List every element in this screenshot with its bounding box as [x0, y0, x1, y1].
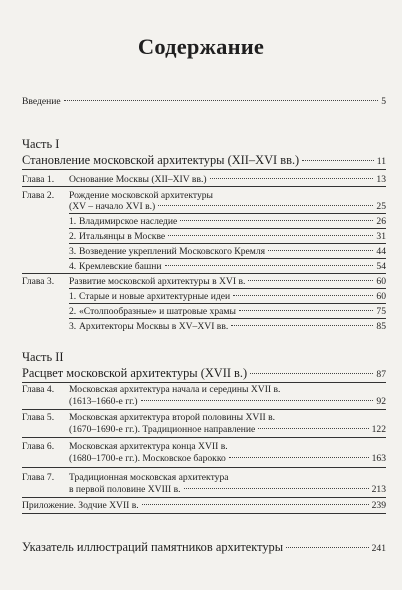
toc-page-number: 75: [376, 306, 386, 317]
chapter-title: Развитие московской архитектуры в XVI в.: [69, 276, 246, 287]
chapter-title-cont: (XV – начало XVI в.): [69, 201, 156, 212]
leader-dots: [239, 310, 373, 311]
leader-dots: [258, 428, 368, 429]
toc-entry-chapter-6[interactable]: [22, 441, 386, 452]
toc-page-number: 26: [376, 216, 386, 227]
leader-dots: [158, 205, 373, 206]
divider-line: [69, 318, 386, 319]
part-2-title: Расцвет московской архитектуры (XVII в.): [22, 366, 248, 380]
divider-line: [22, 497, 386, 498]
toc-entry-chapter-5-cont[interactable]: [69, 424, 386, 435]
divider-line: [22, 467, 386, 468]
toc-entry-chapter-2[interactable]: [22, 190, 386, 201]
toc-entry-appendix[interactable]: [22, 500, 386, 511]
leader-dots: [250, 373, 373, 374]
divider-line: [69, 243, 386, 244]
toc-entry-chapter-6-cont[interactable]: [69, 453, 386, 464]
part-1-label-row: [22, 137, 386, 152]
chapter-title: Московская архитектура начала и середины XVII в.: [69, 384, 281, 395]
divider-line: [69, 213, 386, 214]
toc-subentry[interactable]: 1. Старые и новые архитектурные идеи 60: [69, 291, 386, 302]
leader-dots: [229, 457, 369, 458]
chapter-label: Глава 1.: [22, 174, 55, 185]
divider-line: [69, 228, 386, 229]
chapter-label: Глава 3.: [22, 276, 55, 287]
leader-dots: [268, 250, 373, 251]
toc-entry-chapter-3[interactable]: [22, 276, 386, 287]
leader-dots: [286, 547, 369, 548]
chapter-label: Глава 5.: [22, 412, 55, 423]
divider-line: [22, 409, 386, 410]
toc-page-number: 241: [371, 543, 386, 554]
toc-subentry[interactable]: 4. Кремлевские башни 54: [69, 261, 386, 272]
chapter-title: Московская архитектура второй половины XVII в.: [69, 412, 276, 423]
chapter-label: Глава 6.: [22, 441, 55, 452]
leader-dots: [184, 488, 369, 489]
toc-page-number: 13: [376, 174, 386, 185]
index-title: Указатель иллюстраций памятников архитектуры: [22, 540, 284, 554]
toc-page-number: 92: [376, 396, 386, 407]
toc-page-number: 60: [376, 291, 386, 302]
leader-dots: [231, 325, 373, 326]
leader-dots: [64, 100, 379, 101]
chapter-title: Основание Москвы (XII–XIV вв.): [69, 174, 207, 185]
leader-dots: [141, 400, 374, 401]
leader-dots: [142, 504, 369, 505]
toc-entry-intro[interactable]: [22, 96, 386, 107]
leader-dots: [210, 178, 374, 179]
appendix-title: Приложение. Зодчие XVII в.: [22, 500, 139, 511]
part-2-label-row: [22, 350, 386, 365]
leader-dots: [168, 235, 373, 236]
chapter-title: Московская архитектура конца XVII в.: [69, 441, 228, 452]
leader-dots: [180, 220, 373, 221]
toc-page-number: 44: [376, 246, 386, 257]
divider-line: [69, 288, 386, 289]
toc-page-number: 31: [376, 231, 386, 242]
toc-page-number: 11: [376, 156, 386, 167]
divider-line: [22, 169, 386, 170]
toc-page-number: 239: [371, 500, 386, 511]
toc-entry-label: Введение: [22, 96, 61, 107]
toc-page-number: 5: [381, 96, 386, 107]
page-title: Содержание: [137, 34, 265, 59]
toc-entry-part-1[interactable]: [22, 153, 386, 168]
toc-entry-chapter-4[interactable]: [22, 384, 386, 395]
toc-entry-chapter-7-cont[interactable]: [69, 484, 386, 495]
chapter-title: Традиционная московская архитектура: [69, 472, 229, 483]
toc-entry-chapter-5[interactable]: [22, 412, 386, 423]
chapter-label: Глава 7.: [22, 472, 55, 483]
toc-page-number: 87: [376, 369, 386, 380]
part-2-label: Часть II: [22, 350, 64, 364]
toc-entry-chapter-4-cont[interactable]: [69, 396, 386, 407]
chapter-label: Глава 2.: [22, 190, 55, 201]
toc-entry-chapter-2-cont[interactable]: [69, 201, 386, 212]
toc-subentry[interactable]: 2. Итальянцы в Москве 31: [69, 231, 386, 242]
chapter-title-cont: (1680–1700-е гг.). Московское барокко: [69, 453, 226, 464]
toc-entry-index[interactable]: [22, 540, 386, 555]
divider-line: [22, 437, 386, 438]
chapter-title-cont: (1670–1690-е гг.). Традиционное направление: [69, 424, 256, 435]
toc-page-number: 85: [376, 321, 386, 332]
toc-subentry[interactable]: 1. Владимирское наследие 26: [69, 216, 386, 227]
divider-line: [22, 513, 386, 514]
toc-subentry[interactable]: 3. Архитекторы Москвы в XV–XVI вв. 85: [69, 321, 386, 332]
chapter-title-cont: в первой половине XVIII в.: [69, 484, 181, 495]
divider-line: [69, 303, 386, 304]
toc-entry-part-2[interactable]: [22, 366, 386, 381]
leader-dots: [233, 295, 373, 296]
part-1-label: Часть I: [22, 137, 60, 151]
toc-page-number: 25: [376, 201, 386, 212]
leader-dots: [302, 160, 374, 161]
toc-page-number: 122: [371, 424, 386, 435]
toc-subentry[interactable]: 3. Возведение укреплений Московского Кремля 44: [69, 246, 386, 257]
leader-dots: [165, 265, 374, 266]
leader-dots: [248, 280, 373, 281]
toc-page-number: 213: [371, 484, 386, 495]
toc-subentry[interactable]: 2. «Столпообразные» и шатровые храмы 75: [69, 306, 386, 317]
chapter-title: Рождение московской архитектуры: [69, 190, 213, 201]
divider-line: [22, 382, 386, 383]
toc-entry-chapter-1[interactable]: [22, 174, 386, 185]
divider-line: [22, 186, 386, 187]
toc-page-number: 163: [371, 453, 386, 464]
divider-line: [22, 273, 386, 274]
toc-page-number: 60: [376, 276, 386, 287]
part-1-title: Становление московской архитектуры (XII–XVI вв.): [22, 153, 300, 167]
toc-entry-chapter-7[interactable]: [22, 472, 386, 483]
divider-line: [69, 258, 386, 259]
chapter-label: Глава 4.: [22, 384, 55, 395]
toc-page-number: 54: [376, 261, 386, 272]
chapter-title-cont: (1613–1660-е гг.): [69, 396, 138, 407]
